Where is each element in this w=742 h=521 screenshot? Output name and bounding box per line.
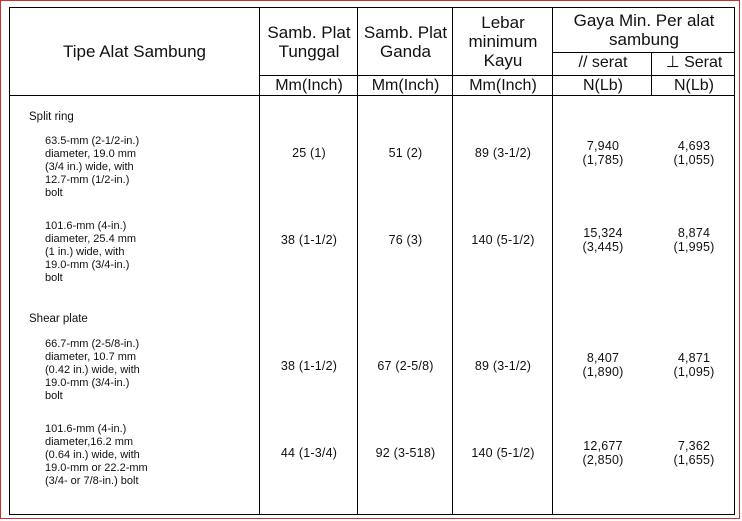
units-line [259, 75, 734, 76]
connector-table [9, 7, 735, 515]
row-2-single: 38 (1-1/2) [280, 233, 338, 247]
header-connector-type: Tipe Alat Sambung [62, 42, 206, 61]
row-4-single: 44 (1-3/4) [280, 446, 338, 460]
row-2-parallel: 15,324 (3,445) [582, 226, 624, 254]
row-1-parallel: 7,940 (1,785) [582, 139, 624, 167]
col-divider-4 [552, 8, 553, 514]
row-3-parallel: 8,407 (1,890) [582, 351, 624, 379]
row-1-description: 63.5-mm (2-1/2-in.) diameter, 19.0 mm (3/4 in.) wide, with 12.7-mm (1/2-in.) bolt [45, 135, 140, 199]
row-3-width: 89 (3-1/2) [474, 359, 532, 373]
unit-parallel: N(Lb) [582, 77, 623, 94]
row-3-double: 67 (2-5/8) [377, 359, 434, 373]
row-4-perpendicular: 7,362 (1,655) [673, 439, 715, 467]
unit-wood-width: Mm(Inch) [469, 77, 537, 94]
row-4-description: 101.6-mm (4-in.) diameter,16.2 mm (0.64 in.) wide, with 19.0-mm or 22.2-mm (3/4- or 7/8-in.) bolt [45, 423, 148, 487]
row-2-double: 76 (3) [388, 233, 423, 247]
header-parallel-grain: // serat [578, 54, 628, 71]
subheader-line [552, 52, 734, 53]
row-2-description: 101.6-mm (4-in.) diameter, 25.4 mm (1 in.) wide, with 19.0-mm (3/4-in.) bolt [45, 220, 137, 284]
row-1-width: 89 (3-1/2) [474, 146, 532, 160]
row-2-perpendicular: 8,874 (1,995) [673, 226, 715, 254]
unit-perpendicular: N(Lb) [673, 77, 714, 94]
unit-single-plate: Mm(Inch) [275, 77, 343, 94]
header-min-wood-width: Lebar minimum Kayu [468, 13, 538, 70]
header-min-force: Gaya Min. Per alat sambung [573, 11, 715, 49]
row-4-width: 140 (5-1/2) [471, 446, 535, 460]
row-2-width: 140 (5-1/2) [471, 233, 535, 247]
row-4-double: 92 (3-518) [375, 446, 436, 460]
row-3-description: 66.7-mm (2-5/8-in.) diameter, 10.7 mm (0.42 in.) wide, with 19.0-mm (3/4-in.) bolt [45, 338, 140, 402]
header-double-plate: Samb. Plat Ganda [363, 22, 448, 61]
row-3-single: 38 (1-1/2) [280, 359, 338, 373]
row-1-double: 51 (2) [388, 146, 423, 160]
header-perpendicular-grain: ⊥ Serat [665, 54, 723, 71]
col-divider-1 [259, 8, 260, 514]
header-bottom-line [10, 95, 734, 96]
col-divider-3 [452, 8, 453, 514]
header-single-plate: Samb. Plat Tunggal [267, 22, 351, 61]
row-4-parallel: 12,677 (2,850) [582, 439, 624, 467]
row-1-single: 25 (1) [292, 146, 326, 160]
row-1-perpendicular: 4,693 (1,055) [673, 139, 715, 167]
col-divider-2 [357, 8, 358, 514]
col-divider-5-head [651, 52, 652, 96]
group-shear-plate: Shear plate [29, 313, 88, 325]
group-split-ring: Split ring [29, 111, 74, 123]
row-3-perpendicular: 4,871 (1,095) [673, 351, 715, 379]
unit-double-plate: Mm(Inch) [371, 77, 440, 94]
